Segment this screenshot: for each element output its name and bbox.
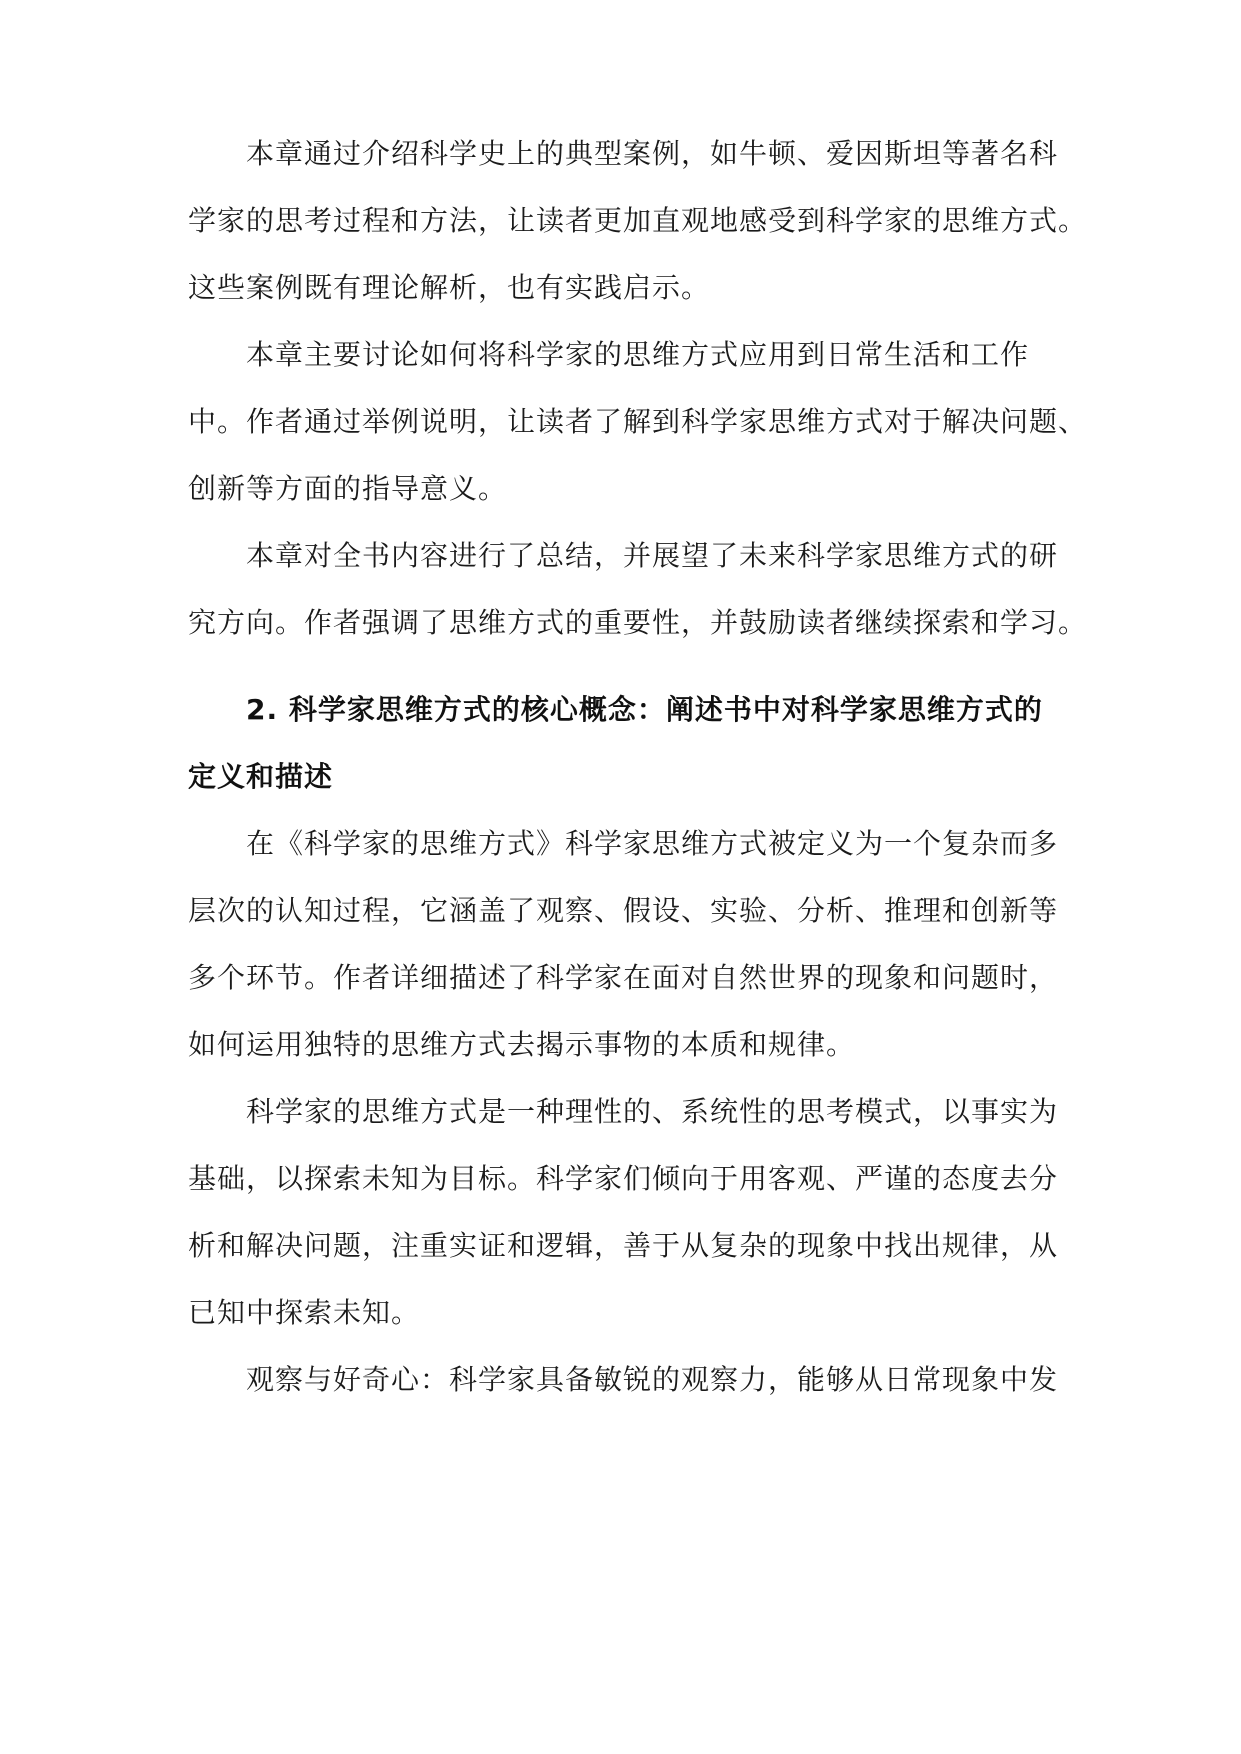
- paragraph-5-line-3: 析和解决问题，注重实证和逻辑，善于从复杂的现象中找出规律，从: [188, 1229, 1059, 1262]
- paragraph-3-line-1: 本章对全书内容进行了总结，并展望了未来科学家思维方式的研: [246, 539, 1059, 572]
- paragraph-4-line-2: 层次的认知过程，它涵盖了观察、假设、实验、分析、推理和创新等: [188, 894, 1059, 927]
- paragraph-6-line-1: 观察与好奇心：科学家具备敏锐的观察力，能够从日常现象中发: [246, 1363, 1059, 1396]
- paragraph-1-line-3: 这些案例既有理论解析，也有实践启示。: [188, 271, 711, 304]
- section-heading-line-1: 2. 科学家思维方式的核心概念：阐述书中对科学家思维方式的: [246, 693, 1043, 726]
- paragraph-4-line-1: 在《科学家的思维方式》科学家思维方式被定义为一个复杂而多: [246, 827, 1059, 860]
- paragraph-5-line-2: 基础，以探索未知为目标。科学家们倾向于用客观、严谨的态度去分: [188, 1162, 1059, 1195]
- paragraph-1-line-1: 本章通过介绍科学史上的典型案例，如牛顿、爱因斯坦等著名科: [246, 137, 1059, 170]
- paragraph-3-line-2: 究方向。作者强调了思维方式的重要性，并鼓励读者继续探索和学习。: [188, 606, 1088, 639]
- paragraph-2-line-1: 本章主要讨论如何将科学家的思维方式应用到日常生活和工作: [246, 338, 1030, 371]
- paragraph-1-line-2: 学家的思考过程和方法，让读者更加直观地感受到科学家的思维方式。: [188, 204, 1088, 237]
- paragraph-5-line-1: 科学家的思维方式是一种理性的、系统性的思考模式，以事实为: [246, 1095, 1059, 1128]
- paragraph-4-line-4: 如何运用独特的思维方式去揭示事物的本质和规律。: [188, 1028, 856, 1061]
- paragraph-5-line-4: 已知中探索未知。: [188, 1296, 421, 1329]
- paragraph-2-line-2: 中。作者通过举例说明，让读者了解到科学家思维方式对于解决问题、: [188, 405, 1088, 438]
- section-heading-line-2: 定义和描述: [188, 760, 334, 793]
- paragraph-4-line-3: 多个环节。作者详细描述了科学家在面对自然世界的现象和问题时，: [188, 961, 1059, 994]
- paragraph-2-line-3: 创新等方面的指导意义。: [188, 472, 508, 505]
